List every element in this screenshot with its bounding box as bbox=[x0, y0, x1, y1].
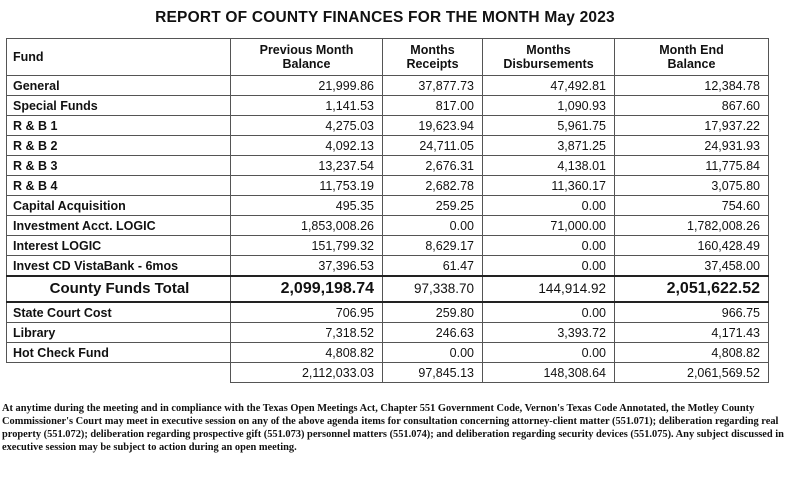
fund-name-cell: Interest LOGIC bbox=[7, 236, 231, 256]
table-row bbox=[7, 323, 769, 343]
grand-total-disbursements: 148,308.64 bbox=[483, 363, 615, 383]
end-header-line1: Month End bbox=[659, 43, 724, 57]
receipts-cell: 37,877.73 bbox=[383, 76, 483, 96]
report-title: REPORT OF COUNTY FINANCES FOR THE MONTH May 2023 bbox=[155, 9, 615, 26]
fund-name-cell: Library bbox=[7, 323, 231, 343]
end-balance-cell: 4,808.82 bbox=[615, 343, 769, 363]
end-balance-cell: 37,458.00 bbox=[615, 256, 769, 277]
table-row bbox=[7, 116, 769, 136]
receipts-cell: 8,629.17 bbox=[383, 236, 483, 256]
receipts-cell: 259.80 bbox=[383, 302, 483, 323]
end-balance-cell: 12,384.78 bbox=[615, 76, 769, 96]
disbursements-cell: 47,492.81 bbox=[483, 76, 615, 96]
fund-column-header bbox=[7, 39, 231, 76]
fund-name-cell: Special Funds bbox=[7, 96, 231, 116]
receipts-cell: 0.00 bbox=[383, 216, 483, 236]
total-label: County Funds Total bbox=[7, 276, 231, 302]
grand-total-prev-balance: 2,112,033.03 bbox=[231, 363, 383, 383]
county-funds-total-row bbox=[7, 276, 769, 302]
prev-header-line2: Balance bbox=[282, 57, 331, 71]
receipts-cell: 2,682.78 bbox=[383, 176, 483, 196]
finance-table bbox=[6, 38, 769, 383]
prev-balance-cell: 21,999.86 bbox=[231, 76, 383, 96]
prev-balance-cell: 1,141.53 bbox=[231, 96, 383, 116]
disbursements-cell: 0.00 bbox=[483, 236, 615, 256]
total-receipts: 97,338.70 bbox=[383, 276, 483, 302]
receipts-cell: 0.00 bbox=[383, 343, 483, 363]
end-balance-cell: 24,931.93 bbox=[615, 136, 769, 156]
receipts-cell: 19,623.94 bbox=[383, 116, 483, 136]
table-row bbox=[7, 156, 769, 176]
total-disbursements: 144,914.92 bbox=[483, 276, 615, 302]
end-balance-cell: 11,775.84 bbox=[615, 156, 769, 176]
prev-balance-cell: 4,092.13 bbox=[231, 136, 383, 156]
end-balance-cell: 966.75 bbox=[615, 302, 769, 323]
fund-name-cell: Investment Acct. LOGIC bbox=[7, 216, 231, 236]
table-row bbox=[7, 96, 769, 116]
fund-name-cell: State Court Cost bbox=[7, 302, 231, 323]
table-row bbox=[7, 196, 769, 216]
receipts-cell: 246.63 bbox=[383, 323, 483, 343]
prev-balance-cell: 4,808.82 bbox=[231, 343, 383, 363]
fund-name-cell: Hot Check Fund bbox=[7, 343, 231, 363]
disbursements-column-header bbox=[483, 39, 615, 76]
table-row bbox=[7, 302, 769, 323]
prev-balance-column-header bbox=[231, 39, 383, 76]
prev-balance-cell: 7,318.52 bbox=[231, 323, 383, 343]
prev-balance-cell: 37,396.53 bbox=[231, 256, 383, 277]
executive-session-notice: At anytime during the meeting and in compliance with the Texas Open Meetings Act, Chapter 551 Government Code, Vernon's Texas Code Annotated, the Motley County Commissioner's Court may meet in executive session on any of the above agenda items for consultation concerning attorney-client matter (551.071); deliberation regarding real property (551.072); deliberation regarding prospective gift (551.073) personnel matters (551.074); and deliberation regarding security devices (551.075). Any subject discussed in executive session may be subject to action during an open meeting. bbox=[2, 403, 784, 453]
disbursements-cell: 3,393.72 bbox=[483, 323, 615, 343]
disbursements-cell: 11,360.17 bbox=[483, 176, 615, 196]
fund-name-cell: R & B 2 bbox=[7, 136, 231, 156]
end-balance-cell: 867.60 bbox=[615, 96, 769, 116]
prev-balance-cell: 11,753.19 bbox=[231, 176, 383, 196]
prev-balance-cell: 1,853,008.26 bbox=[231, 216, 383, 236]
table-row bbox=[7, 236, 769, 256]
fund-name-cell: General bbox=[7, 76, 231, 96]
header-row bbox=[7, 39, 769, 76]
fund-header-label: Fund bbox=[13, 50, 44, 64]
receipts-cell: 2,676.31 bbox=[383, 156, 483, 176]
disbursements-cell: 71,000.00 bbox=[483, 216, 615, 236]
grand-total-row bbox=[7, 363, 769, 383]
prev-balance-cell: 495.35 bbox=[231, 196, 383, 216]
prev-balance-cell: 4,275.03 bbox=[231, 116, 383, 136]
end-balance-cell: 3,075.80 bbox=[615, 176, 769, 196]
receipts-cell: 259.25 bbox=[383, 196, 483, 216]
total-end-balance: 2,051,622.52 bbox=[615, 276, 769, 302]
end-balance-cell: 754.60 bbox=[615, 196, 769, 216]
disbursements-cell: 0.00 bbox=[483, 343, 615, 363]
receipts-cell: 61.47 bbox=[383, 256, 483, 277]
end-header-line2: Balance bbox=[667, 57, 716, 71]
fund-name-cell: Capital Acquisition bbox=[7, 196, 231, 216]
end-balance-cell: 17,937.22 bbox=[615, 116, 769, 136]
table-row bbox=[7, 216, 769, 236]
end-balance-cell: 160,428.49 bbox=[615, 236, 769, 256]
disbursements-cell: 0.00 bbox=[483, 196, 615, 216]
grand-total-receipts: 97,845.13 bbox=[383, 363, 483, 383]
disb-header-line1: Months bbox=[526, 43, 571, 57]
prev-balance-cell: 13,237.54 bbox=[231, 156, 383, 176]
fund-rows bbox=[7, 76, 769, 277]
end-balance-cell: 1,782,008.26 bbox=[615, 216, 769, 236]
fund-name-cell: R & B 3 bbox=[7, 156, 231, 176]
disb-header-line2: Disbursements bbox=[503, 57, 594, 71]
fund-name-cell: R & B 4 bbox=[7, 176, 231, 196]
prev-balance-cell: 706.95 bbox=[231, 302, 383, 323]
table-row bbox=[7, 256, 769, 277]
grand-total-empty-cell bbox=[7, 363, 231, 383]
disbursements-cell: 3,871.25 bbox=[483, 136, 615, 156]
prev-header-line1: Previous Month bbox=[259, 43, 354, 57]
table-row bbox=[7, 76, 769, 96]
fund-name-cell: Invest CD VistaBank - 6mos bbox=[7, 256, 231, 277]
fund-name-cell: R & B 1 bbox=[7, 116, 231, 136]
end-balance-cell: 4,171.43 bbox=[615, 323, 769, 343]
other-fund-rows bbox=[7, 302, 769, 363]
receipts-column-header bbox=[383, 39, 483, 76]
table-row bbox=[7, 343, 769, 363]
disbursements-cell: 0.00 bbox=[483, 256, 615, 277]
receipts-header-line2: Receipts bbox=[406, 57, 459, 71]
disbursements-cell: 0.00 bbox=[483, 302, 615, 323]
receipts-cell: 817.00 bbox=[383, 96, 483, 116]
receipts-header-line1: Months bbox=[410, 43, 455, 57]
total-prev-balance: 2,099,198.74 bbox=[231, 276, 383, 302]
table-row bbox=[7, 136, 769, 156]
grand-total-end-balance: 2,061,569.52 bbox=[615, 363, 769, 383]
disbursements-cell: 5,961.75 bbox=[483, 116, 615, 136]
disbursements-cell: 1,090.93 bbox=[483, 96, 615, 116]
end-balance-column-header bbox=[615, 39, 769, 76]
receipts-cell: 24,711.05 bbox=[383, 136, 483, 156]
disbursements-cell: 4,138.01 bbox=[483, 156, 615, 176]
prev-balance-cell: 151,799.32 bbox=[231, 236, 383, 256]
table-row bbox=[7, 176, 769, 196]
